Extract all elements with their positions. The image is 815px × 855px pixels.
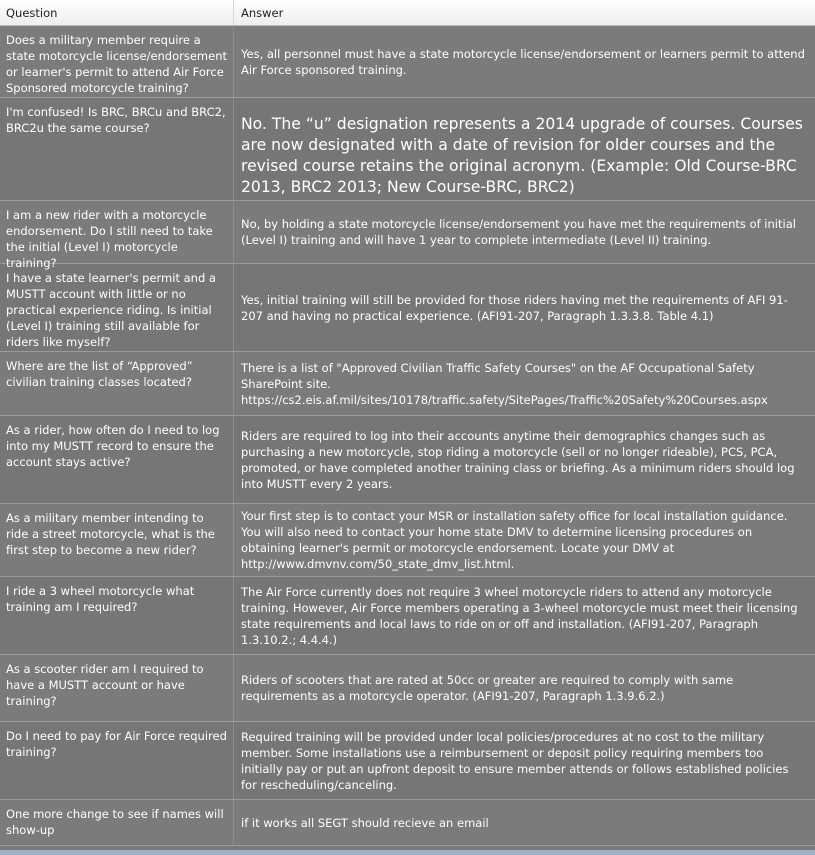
table-header — [0, 0, 815, 26]
table-row[interactable] — [0, 577, 815, 655]
table-row[interactable] — [0, 352, 815, 416]
column-header-answer[interactable]: Answer — [241, 5, 284, 20]
answer-cell: Required training will be provided under local policies/procedures at no cost to the military member. Some installations use a reimbursement or deposit policy requiring members too initially pay or put an upfront deposit to ensure member attends or follows established policies for rescheduling/canceling. — [241, 729, 789, 792]
table-row[interactable] — [0, 416, 815, 504]
question-cell: Does a military member require a state motorcycle license/endorsement or learner's permit to attend Air Force Sponsored motorcycle training? — [0, 26, 234, 97]
question-cell: Do I need to pay for Air Force required training? — [0, 722, 234, 799]
answer-cell: Your first step is to contact your MSR or installation safety office for local installation guidance. You will also need to contact your home state DMV to determine licensing procedures on obtaining learner's permit or motorcycle endorsement. Locate your DMV at http://www.dmvnv.com/50_state_dmv_list.html. — [241, 509, 788, 571]
table-row[interactable] — [0, 26, 815, 98]
answer-cell: Riders are required to log into their accounts anytime their demographics changes such as purchasing a new motorcycle, stop riding a motorcycle (sell or no longer rideable), PCS, PCA, promoted, or have completed another training class or briefing. As a minimum riders should log into MUSTT every 2 years. — [241, 428, 795, 491]
answer-cell: There is a list of "Approved Civilian Traffic Safety Courses" on the AF Occupational Safety SharePoint site. https://cs2.eis.af.mil/sites/10178/traffic.safety/SitePages/Traffic%20Safety%20Courses.aspx — [241, 360, 768, 407]
answer-cell: Yes, all personnel must have a state motorcycle license/endorsement or learners permit to attend Air Force sponsored training. — [241, 46, 805, 77]
answer-cell: if it works all SEGT should recieve an email — [241, 815, 489, 830]
question-cell: One more change to see if names will show-up — [0, 800, 234, 845]
table-row[interactable] — [0, 800, 815, 846]
question-cell: I am a new rider with a motorcycle endorsement. Do I still need to take the initial (Level I) motorcycle training? — [0, 201, 234, 263]
question-cell: As a military member intending to ride a street motorcycle, what is the first step to become a new rider? — [0, 504, 234, 576]
question-cell: As a rider, how often do I need to log into my MUSTT record to ensure the account stays active? — [0, 416, 234, 503]
answer-cell: The Air Force currently does not require 3 wheel motorcycle riders to attend any motorcycle training. However, Air Force members operating a 3-wheel motorcycle must meet their licensing state requirements and local laws to ride on or off and installation. (AFI91-207, Paragraph 1.3.10.2.; 4.4.4.) — [241, 584, 798, 647]
answer-cell: No. The “u” designation represents a 2014 upgrade of courses. Courses are now designated with a date of revision for older courses and the revised course retains the original acronym. (Example: Old Course-BRC 2013, BRC2 2013; New Course-BRC, BRC2) — [241, 115, 803, 196]
answer-cell: Riders of scooters that are rated at 50cc or greater are required to comply with same requirements as a motorcycle operator. (AFI91-207, Paragraph 1.3.9.6.2.) — [241, 673, 734, 703]
table-row[interactable] — [0, 201, 815, 270]
table-row[interactable] — [0, 504, 815, 577]
answer-cell: Yes, initial training will still be provided for those riders having met the requirements of AFI 91-207 and having no practical experience. (AFI91-207, Paragraph 1.3.3.8. Table 4.1) — [241, 292, 788, 323]
table-row[interactable] — [0, 98, 815, 201]
column-header-question[interactable]: Question — [0, 0, 234, 25]
question-cell: I'm confused! Is BRC, BRCu and BRC2, BRC2u the same course? — [0, 98, 234, 200]
table-row[interactable] — [0, 655, 815, 722]
answer-cell: No, by holding a state motorcycle license/endorsement you have met the requirements of initial (Level I) training and will have 1 year to complete intermediate (Level II) training. — [241, 217, 796, 247]
question-cell: Where are the list of “Approved” civilian training classes located? — [0, 352, 234, 415]
question-cell: I ride a 3 wheel motorcycle what training am I required? — [0, 577, 234, 654]
question-cell: As a scooter rider am I required to have a MUSTT account or have training? — [0, 655, 234, 721]
table-row[interactable] — [0, 264, 815, 352]
question-cell: I have a state learner's permit and a MUSTT account with little or no practical experience riding. Is initial (Level I) training still available for riders like myself? — [0, 264, 234, 351]
bottom-border — [0, 850, 815, 855]
table-row[interactable] — [0, 722, 815, 800]
